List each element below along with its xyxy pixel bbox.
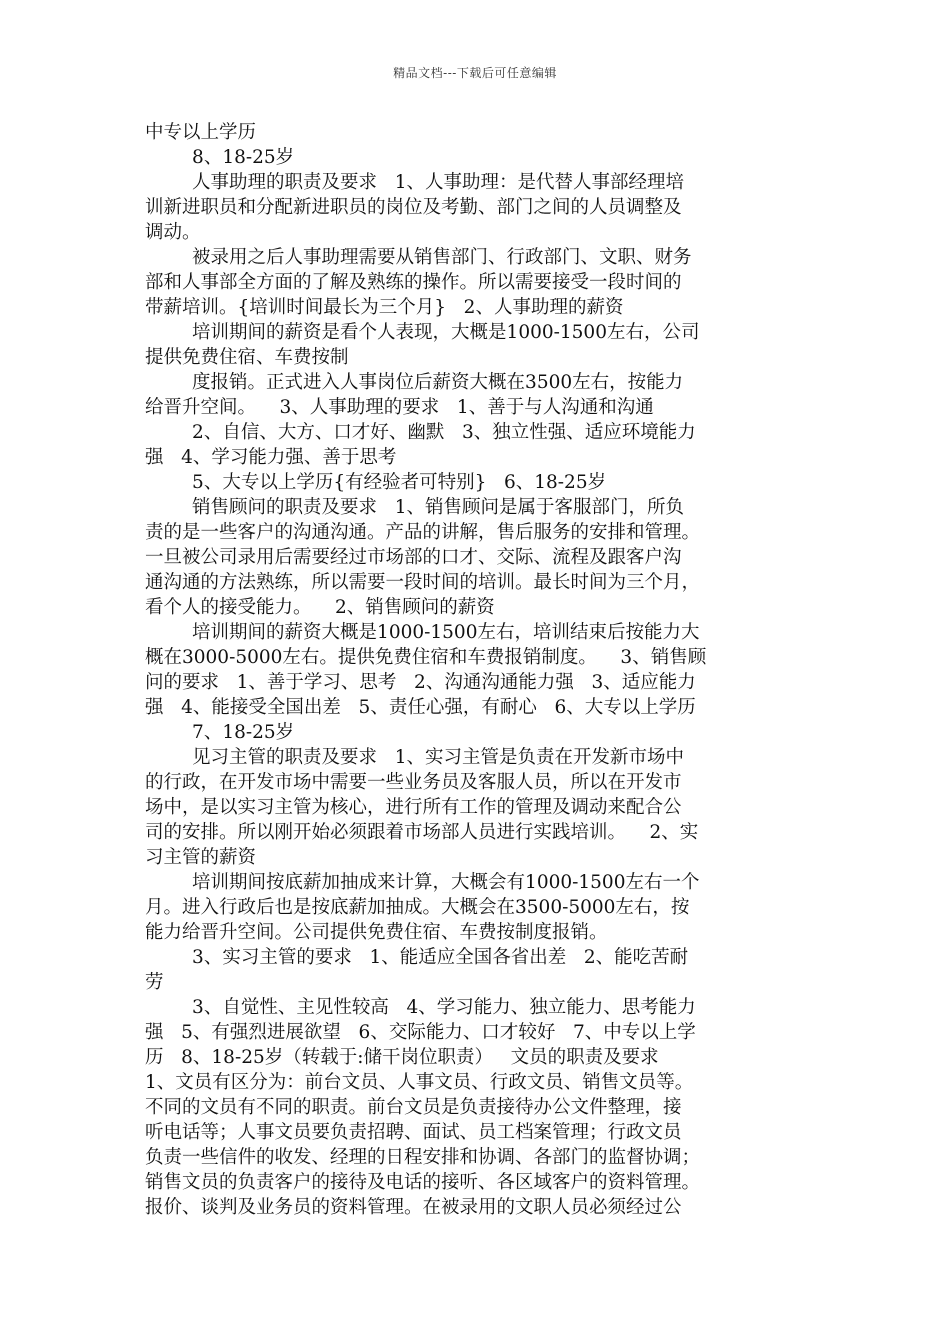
- text-line: 度报销。正式进入人事岗位后薪资大概在3500左右，按能力: [145, 372, 684, 393]
- text-line: 报价、谈判及业务员的资料管理。在被录用的文职人员必须经过公: [145, 1197, 682, 1218]
- text-line: 强 4、学习能力强、善于思考: [145, 447, 397, 468]
- text-line: 场中，是以实习主管为核心，进行所有工作的管理及调动来配合公: [145, 797, 682, 818]
- text-line: 销售文员的负责客户的接待及电话的接听、各区域客户的资料管理。: [145, 1172, 701, 1193]
- text-line: 3、自觉性、主见性较高 4、学习能力、独立能力、思考能力: [145, 997, 696, 1018]
- text-line: 中专以上学历: [145, 122, 257, 143]
- text-line: 通沟通的方法熟练，所以需要一段时间的培训。最长时间为三个月，: [145, 572, 701, 593]
- text-line: 7、18-25岁: [145, 722, 295, 743]
- text-line: 8、18-25岁: [145, 147, 295, 168]
- text-line: 一旦被公司录用后需要经过市场部的口才、交际、流程及跟客户沟: [145, 547, 682, 568]
- text-line: 带薪培训。{培训时间最长为三个月} 2、人事助理的薪资: [145, 297, 624, 318]
- text-line: 责的是一些客户的沟通沟通。产品的讲解，售后服务的安排和管理。: [145, 522, 701, 543]
- text-line: 月。进入行政后也是按底薪加抽成。大概会在3500-5000左右，按: [145, 897, 690, 918]
- text-line: 司的安排。所以刚开始必须跟着市场部人员进行实践培训。 2、实: [145, 822, 699, 843]
- text-line: 给晋升空间。 3、人事助理的要求 1、善于与人沟通和沟通: [145, 397, 654, 418]
- text-line: 习主管的薪资: [145, 847, 257, 868]
- text-line: 5、大专以上学历{有经验者可特别} 6、18-25岁: [145, 472, 607, 493]
- text-line: 不同的文员有不同的职责。前台文员是负责接待办公文件整理，接: [145, 1097, 682, 1118]
- text-line: 强 5、有强烈进展欲望 6、交际能力、口才较好 7、中专以上学: [145, 1022, 696, 1043]
- text-line: 问的要求 1、善于学习、思考 2、沟通沟通能力强 3、适应能力: [145, 672, 696, 693]
- text-line: 训新进职员和分配新进职员的岗位及考勤、部门之间的人员调整及: [145, 197, 682, 218]
- text-line: 2、自信、大方、口才好、幽默 3、独立性强、适应环境能力: [145, 422, 696, 443]
- text-line: 劳: [145, 972, 164, 993]
- text-line: 强 4、能接受全国出差 5、责任心强，有耐心 6、大专以上学历: [145, 697, 696, 718]
- text-line: 概在3000-5000左右。提供免费住宿和车费报销制度。 3、销售顾: [145, 647, 707, 668]
- text-line: 调动。: [145, 222, 201, 243]
- text-line: 被录用之后人事助理需要从销售部门、行政部门、文职、财务: [145, 247, 692, 268]
- text-line: 的行政，在开发市场中需要一些业务员及客服人员，所以在开发市: [145, 772, 682, 793]
- text-line: 部和人事部全方面的了解及熟练的操作。所以需要接受一段时间的: [145, 272, 682, 293]
- text-line: 看个人的接受能力。 2、销售顾问的薪资: [145, 597, 495, 618]
- text-line: 培训期间的薪资是看个人表现，大概是1000-1500左右，公司: [145, 322, 700, 343]
- text-line: 销售顾问的职责及要求 1、销售顾问是属于客服部门，所负: [145, 497, 684, 518]
- text-line: 1、文员有区分为：前台文员、人事文员、行政文员、销售文员等。: [145, 1072, 694, 1093]
- text-line: 人事助理的职责及要求 1、人事助理：是代替人事部经理培: [145, 172, 684, 193]
- text-line: 培训期间按底薪加抽成来计算，大概会有1000-1500左右一个: [145, 872, 700, 893]
- document-body: [145, 120, 805, 1220]
- text-line: 能力给晋升空间。公司提供免费住宿、车费按制度报销。: [145, 922, 608, 943]
- text-line: 历 8、18-25岁（转载于:储干岗位职责） 文员的职责及要求: [145, 1047, 659, 1068]
- text-line: 负责一些信件的收发、经理的日程安排和协调、各部门的监督协调；: [145, 1147, 701, 1168]
- text-line: 见习主管的职责及要求 1、实习主管是负责在开发新市场中: [145, 747, 684, 768]
- text-line: 培训期间的薪资大概是1000-1500左右，培训结束后按能力大: [145, 622, 700, 643]
- text-line: 听电话等；人事文员要负责招聘、面试、员工档案管理；行政文员: [145, 1122, 682, 1143]
- page-header: 精品文档---下载后可任意编辑: [393, 66, 557, 80]
- text-line: 提供免费住宿、车费按制: [145, 347, 349, 368]
- text-line: 3、实习主管的要求 1、能适应全国各省出差 2、能吃苦耐: [145, 947, 689, 968]
